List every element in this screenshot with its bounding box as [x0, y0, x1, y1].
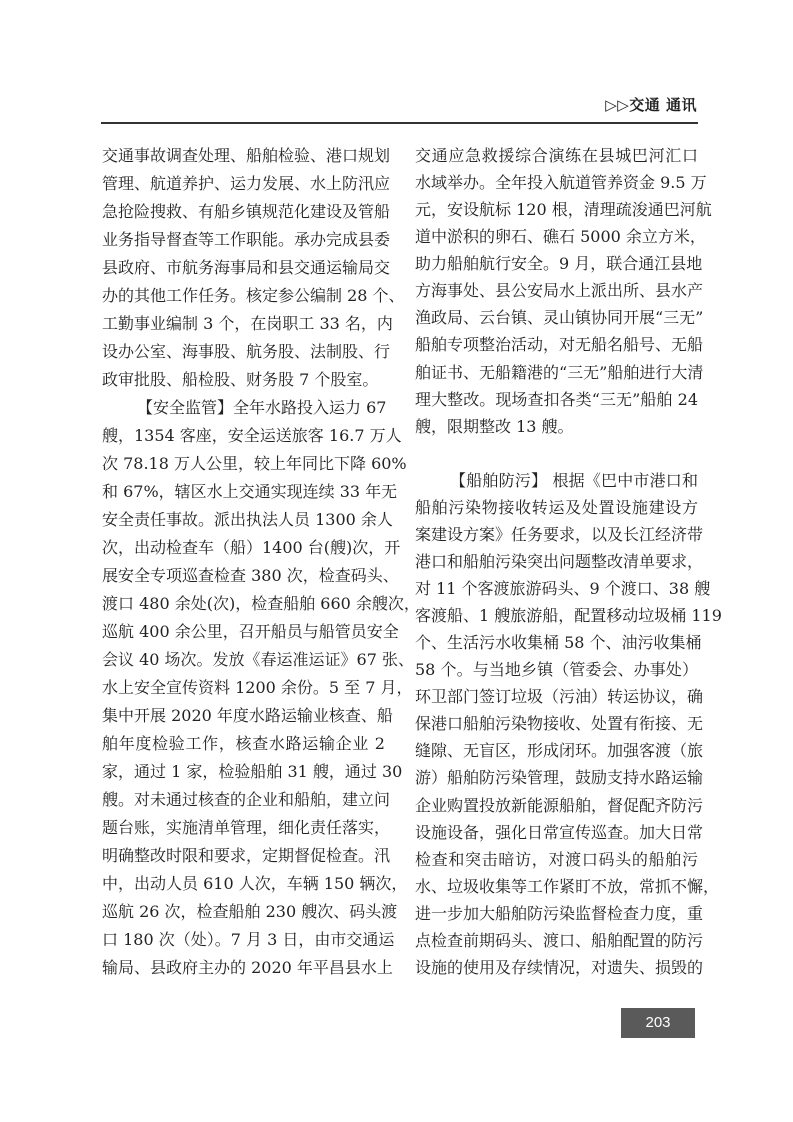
text-line: 巡航 400 余公里，召开船员与船管员安全 — [102, 622, 399, 641]
text-line: 设办公室、海事股、航务股、法制股、行 — [102, 342, 391, 361]
text-line: 环卫部门签订垃圾（污油）转运协议，确 — [415, 687, 704, 707]
text-line: 【船舶防污】 根据《巴中市港口和 — [450, 470, 698, 490]
text-line: 和 67%，辖区水上交通实现连续 33 年无 — [102, 482, 398, 501]
text-line: 展安全专项巡查检查 380 次，检查码头、 — [102, 566, 399, 585]
text-line: 口 180 次（处）。7 月 3 日，由市交通运 — [102, 930, 395, 949]
section-header: ▷▷交通 通讯 — [605, 96, 697, 114]
text-line: 次，出动检查车（船）1400 台(艘)次，开 — [102, 538, 401, 557]
text-line: 急抢险搜救、有船乡镇规范化建设及管船 — [102, 202, 391, 221]
text-line: 客渡船、1 艘旅游船，配置移动垃圾桶 119 — [415, 606, 722, 626]
text-line: 管理、航道养护、运力发展、水上防汛应 — [102, 174, 391, 193]
left-column — [102, 142, 420, 982]
text-line: 设施的使用及存续情况，对遗失、损毁的 — [415, 957, 704, 977]
text-line: 中，出动人员 610 人次，车辆 150 辆次， — [102, 874, 408, 893]
text-line: 水、垃圾收集等工作紧盯不放，常抓不懈， — [415, 876, 720, 896]
text-line: 艘，1354 客座，安全运送旅客 16.7 万人 — [102, 426, 402, 445]
text-line: 艘，限期整改 13 艘。 — [415, 416, 574, 436]
text-line: 保港口船舶污染物接收、处置有衔接、无 — [415, 714, 704, 734]
text-line: 工勤事业编制 3 个，在岗职工 33 名，内 — [102, 314, 393, 333]
text-line: 渡口 480 余处(次)，检查船舶 660 余艘次， — [102, 594, 420, 613]
text-line: 渔政局、云台镇、灵山镇协同开展“三无” — [415, 308, 704, 328]
text-line: 进一步加大船舶防污染监督检查力度，重 — [415, 903, 704, 923]
text-line: 水上安全宣传资料 1200 余份。5 至 7 月， — [102, 678, 413, 697]
text-line: 舶证书、无船籍港的“三无”船舶进行大清 — [415, 362, 704, 382]
text-line: 交通事故调查处理、船舶检验、港口规划 — [102, 146, 391, 165]
text-line: 政审批股、船检股、财务股 7 个股室。 — [102, 370, 379, 389]
text-line: 企业购置投放新能源船舶，督促配齐防污 — [415, 795, 704, 815]
text-line: 明确整改时限和要求，定期督促检查。汛 — [102, 846, 391, 865]
text-line: 巡航 26 次，检查船舶 230 艘次、码头渡 — [102, 902, 398, 921]
text-line — [415, 440, 698, 467]
text-line: 舶年度检验工作，核查水路运输企业 2 — [102, 734, 385, 753]
right-column — [415, 142, 722, 981]
text-line: 次 78.18 万人公里，较上年同比下降 60% — [102, 454, 407, 473]
text-line: 检查和突击暗访，对渡口码头的船舶污 — [415, 849, 698, 869]
text-line: 县政府、市航务海事局和县交通运输局交 — [102, 258, 391, 277]
text-line: 元，安设航标 120 根，清理疏浚通巴河航 — [415, 200, 712, 220]
text-line: 道中淤积的卵石、礁石 5000 余立方米， — [415, 227, 706, 247]
text-line: 办的其他工作任务。核定参公编制 28 个、 — [102, 286, 405, 305]
text-line: 58 个。与当地乡镇（管委会、办事处） — [415, 660, 698, 680]
text-line: 理大整改。现场查扣各类“三无”船舶 24 — [415, 389, 698, 409]
text-line: 集中开展 2020 年度水路运输业核查、船 — [102, 706, 393, 725]
text-line: 交通应急救援综合演练在县城巴河汇口 — [415, 146, 698, 165]
header-rule — [101, 122, 698, 124]
text-line: 业务指导督查等工作职能。承办完成县委 — [102, 230, 391, 249]
page-number: 203 — [621, 1008, 695, 1038]
text-line: 助力船舶航行安全。9 月，联合通江县地 — [415, 254, 703, 274]
text-line: 缝隙、无盲区，形成闭环。加强客渡（旅 — [415, 741, 704, 761]
text-line: 会议 40 场次。发放《春运准运证》67 张、 — [102, 650, 414, 669]
text-line: 对 11 个客渡旅游码头、9 个渡口、38 艘 — [415, 579, 711, 598]
text-line: 安全责任事故。派出执法人员 1300 余人 — [102, 510, 393, 529]
text-line: 输局、县政府主办的 2020 年平昌县水上 — [102, 958, 393, 977]
text-line: 方海事处、县公安局水上派出所、县水产 — [415, 281, 704, 301]
text-line: 港口和船舶污染突出问题整改清单要求， — [415, 551, 704, 571]
text-line: 水域举办。全年投入航道管养资金 9.5 万 — [415, 173, 707, 193]
text-line: 点检查前期码头、渡口、船舶配置的防污 — [415, 930, 704, 950]
text-line: 案建设方案》任务要求，以及长江经济带 — [415, 524, 704, 544]
text-line: 游）船舶防污染管理，鼓励支持水路运输 — [415, 768, 704, 788]
text-line: 艘。对未通过核查的企业和船舶，建立问 — [102, 790, 391, 809]
text-line: 题台账，实施清单管理，细化责任落实， — [102, 818, 391, 837]
text-line: 个、生活污水收集桶 58 个、油污收集桶 — [415, 633, 702, 653]
text-line: 船舶污染物接收转运及处置设施建设方 — [415, 497, 698, 517]
text-line: 家，通过 1 家，检验船舶 31 艘，通过 30 — [102, 762, 403, 781]
text-line: 船舶专项整治活动，对无船名船号、无船 — [415, 335, 704, 355]
text-line: 【安全监管】全年水路投入运力 67 — [137, 398, 387, 417]
text-line: 设施设备，强化日常宣传巡查。加大日常 — [415, 822, 704, 842]
